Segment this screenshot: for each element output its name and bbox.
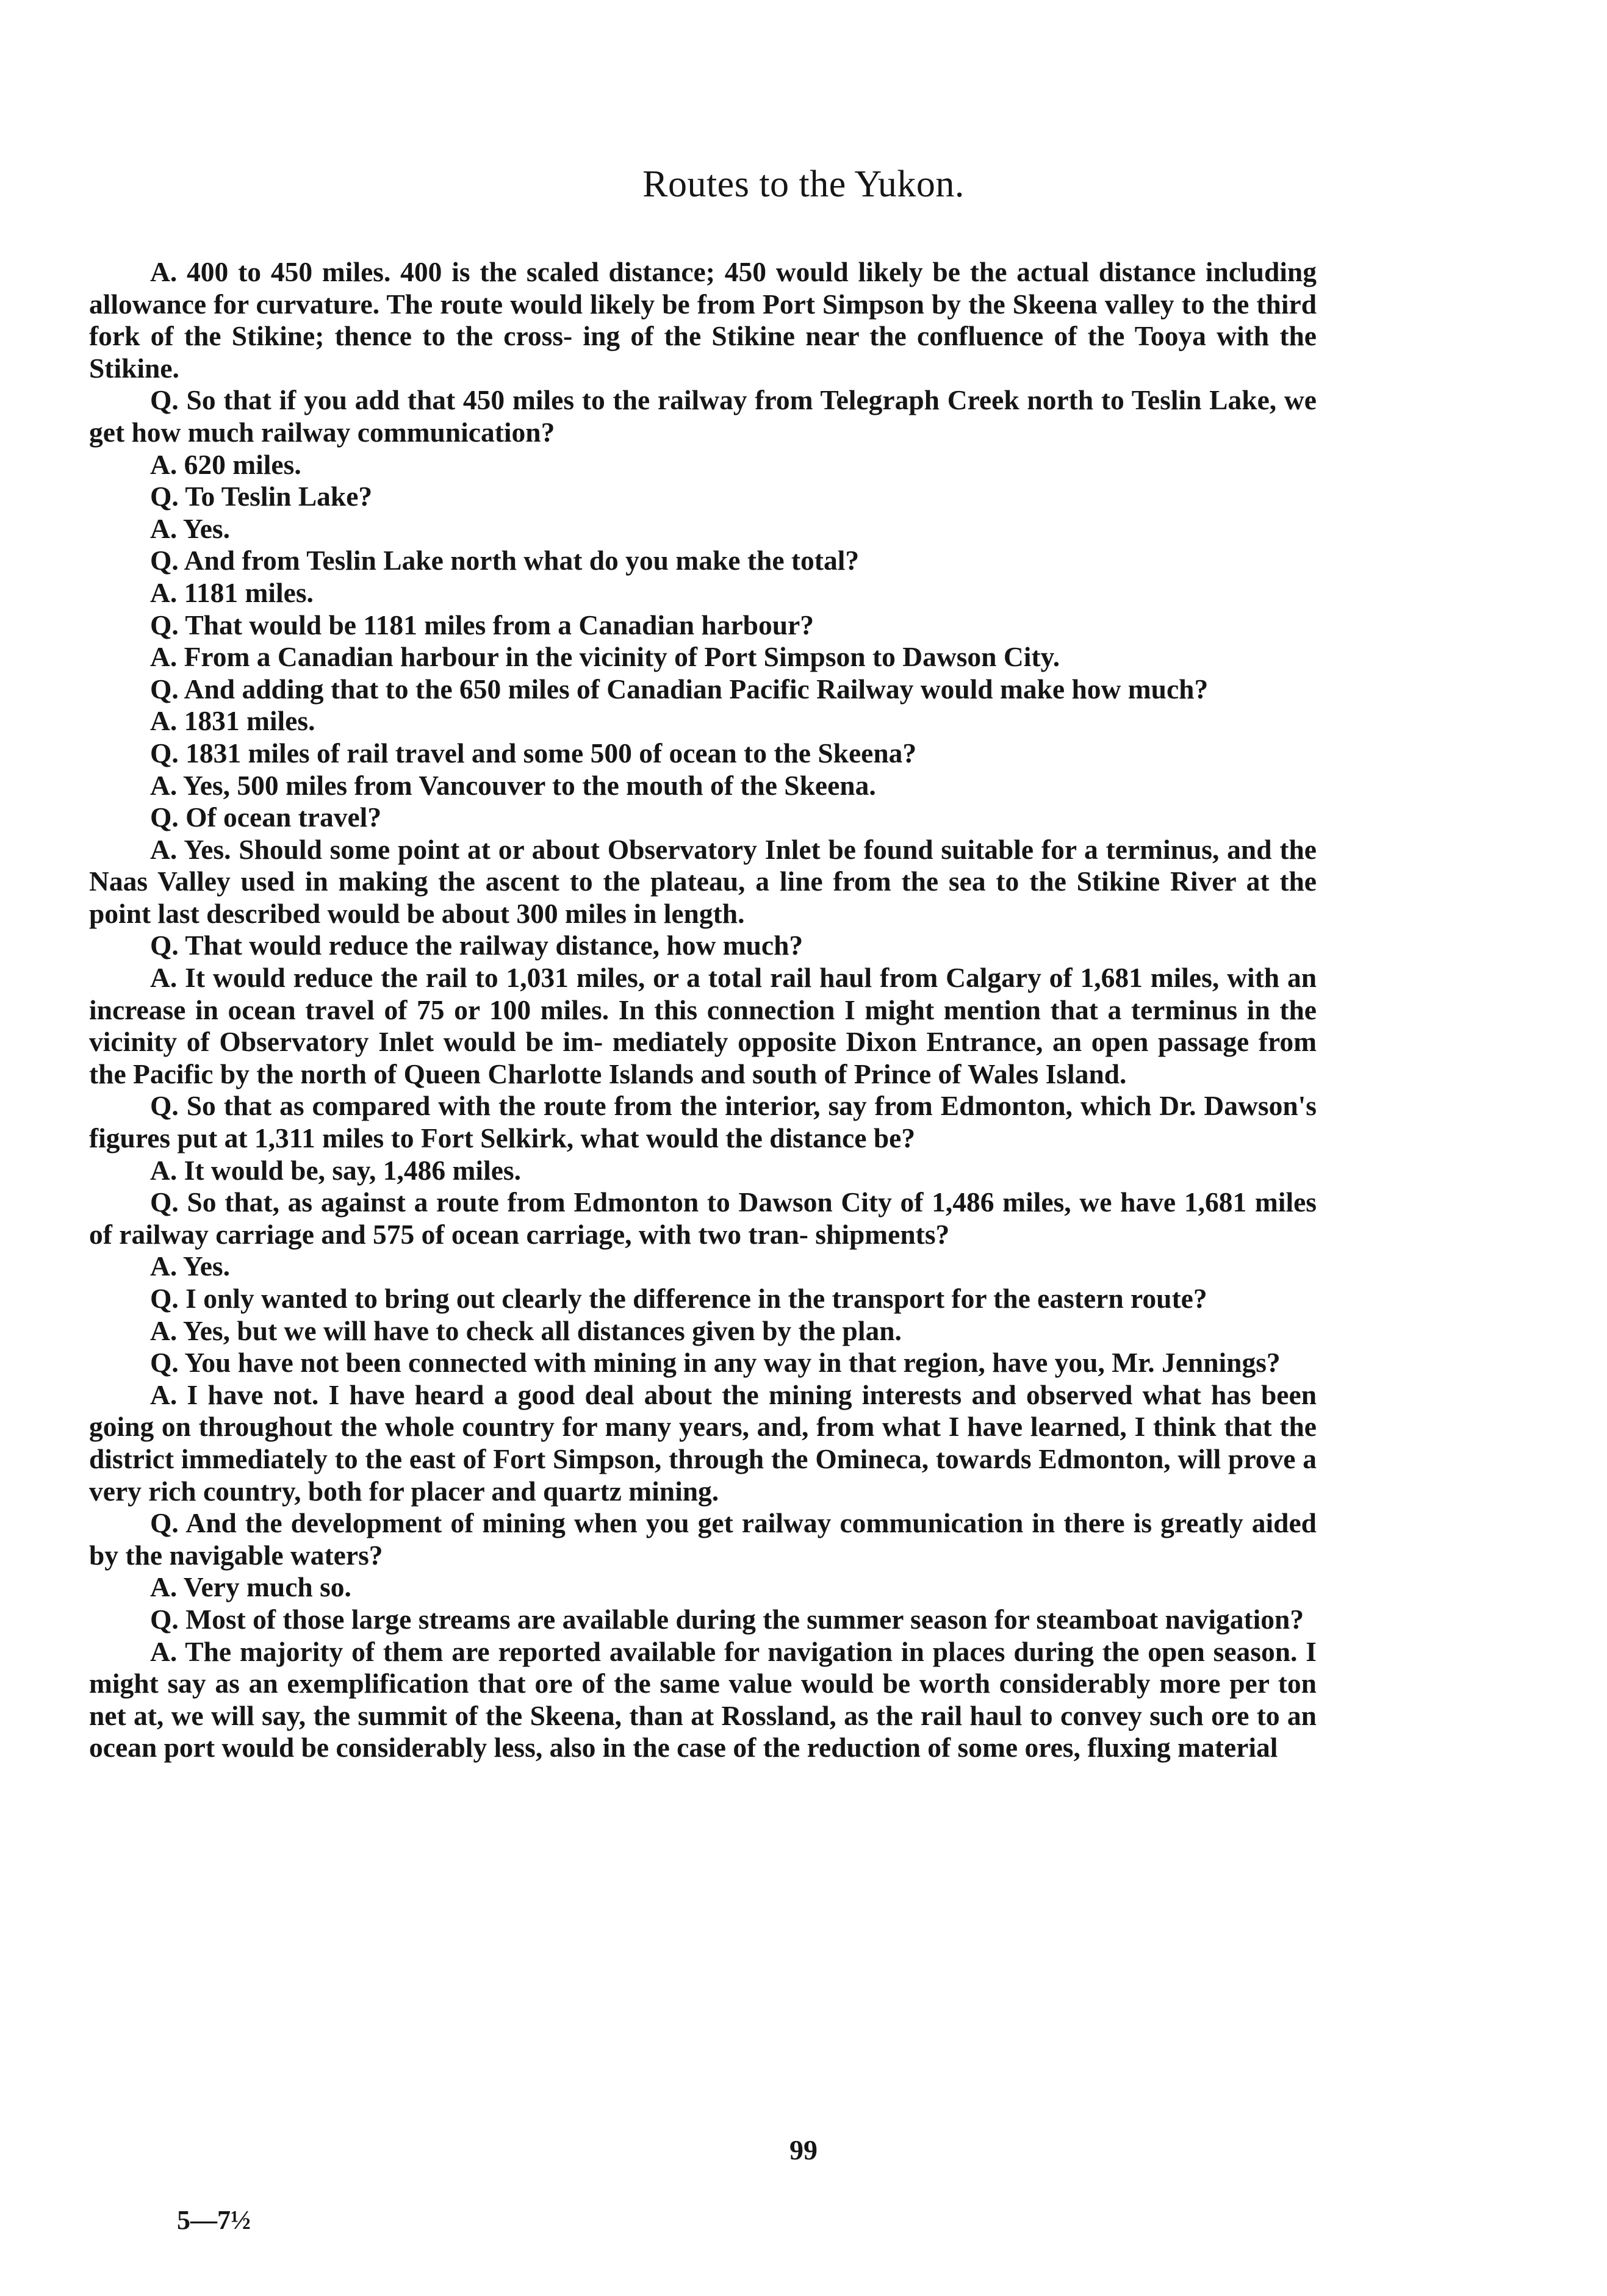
paragraph: A. It would reduce the rail to 1,031 miles, or a total rail haul from Calgary of 1,681 miles, with an increase in ocean travel of 75 or 100 miles. In this connection I might mention that a terminus in the vicinity of Observatory Inlet would be im- mediately opposite Dixon Entrance, an open passage from the Pacific by the north of Queen Charlotte Islands and south of Prince of Wales Island. — [89, 962, 1317, 1089]
paragraph: A. The majority of them are reported available for navigation in places during the open season. I might say as an exemplification that ore of the same value would be worth considerably more per ton net at, we will say, the summit of the Skeena, than at Rossland, as the rail haul to convey such ore to an ocean port would be considerably less, also in the case of the reduction of some ores, fluxing material — [89, 1635, 1317, 1763]
paragraph: A. Yes. — [150, 1250, 231, 1282]
paragraph: A. It would be, say, 1,486 miles. — [150, 1154, 521, 1186]
paragraph: A. Very much so. — [150, 1571, 351, 1603]
body-text — [89, 256, 1317, 1764]
paragraph: Q. I only wanted to bring out clearly the difference in the transport for the eastern route? — [150, 1283, 1207, 1314]
paragraph: Q. To Teslin Lake? — [150, 481, 373, 512]
paragraph: Q. And from Teslin Lake north what do you make the total? — [150, 545, 860, 576]
paragraph: Q. So that, as against a route from Edmonton to Dawson City of 1,486 miles, we have 1,681 miles of railway carriage and 575 of ocean carriage, with two tran- shipments? — [89, 1186, 1317, 1250]
paragraph: A. I have not. I have heard a good deal about the mining interests and observed what has been going on throughout the whole country for many years, and, from what I have learned, I think that the district immediately to the east of Fort Simpson, through the Omineca, towards Edmonton, will prove a very rich country, both for placer and quartz mining. — [89, 1379, 1317, 1507]
paragraph: Q. Of ocean travel? — [150, 802, 382, 833]
paragraph: Q. Most of those large streams are available during the summer season for steamboat navigation? — [150, 1603, 1304, 1635]
paragraph: A. 620 miles. — [150, 448, 301, 480]
paragraph: Q. And adding that to the 650 miles of Canadian Pacific Railway would make how much? — [150, 673, 1209, 705]
paragraph: A. Yes, 500 miles from Vancouver to the mouth of the Skeena. — [150, 769, 876, 801]
page-number: 99 — [789, 2134, 818, 2165]
paragraph: Q. 1831 miles of rail travel and some 500 of ocean to the Skeena? — [150, 737, 917, 769]
paragraph: Q. That would be 1181 miles from a Canadian harbour? — [150, 609, 814, 640]
paragraph: A. Yes. Should some point at or about Observatory Inlet be found suitable for a terminus, and the Naas Valley used in making the ascent to the plateau, a line from the sea to the Stikine River at the point last described would be about 300 miles in length. — [89, 833, 1317, 929]
paragraph: Q. And the development of mining when you get railway communication in there is greatly aided by the navigable waters? — [89, 1507, 1317, 1571]
signature-mark: 5—7½ — [177, 2205, 251, 2235]
paragraph: A. From a Canadian harbour in the vicinity of Port Simpson to Dawson City. — [150, 641, 1060, 673]
paragraph: A. 1181 miles. — [150, 576, 314, 608]
paragraph: A. 1831 miles. — [150, 705, 315, 737]
paragraph: Q. You have not been connected with mining in any way in that region, have you, Mr. Jennings? — [150, 1347, 1281, 1379]
paragraph: A. Yes, but we will have to check all distances given by the plan. — [150, 1315, 902, 1346]
paragraph: A. Yes. — [150, 512, 231, 544]
paragraph: Q. That would reduce the railway distance, how much? — [150, 930, 804, 961]
paragraph: A. 400 to 450 miles. 400 is the scaled distance; 450 would likely be the actual distance including allowance for curvature. The route would likely be from Port Simpson by the Skeena valley to the third fork of the Stikine; thence to the cross- ing of the Stikine near the confluence of the Tooya with the Stikine. — [89, 256, 1317, 384]
paragraph: Q. So that if you add that 450 miles to the railway from Telegraph Creek north to Teslin Lake, we get how much railway communication? — [89, 384, 1317, 448]
paragraph: Q. So that as compared with the route from the interior, say from Edmonton, which Dr. Dawson's figures put at 1,311 miles to Fort Selkirk, what would the distance be? — [89, 1090, 1317, 1154]
page-title: Routes to the Yukon. — [642, 163, 965, 205]
